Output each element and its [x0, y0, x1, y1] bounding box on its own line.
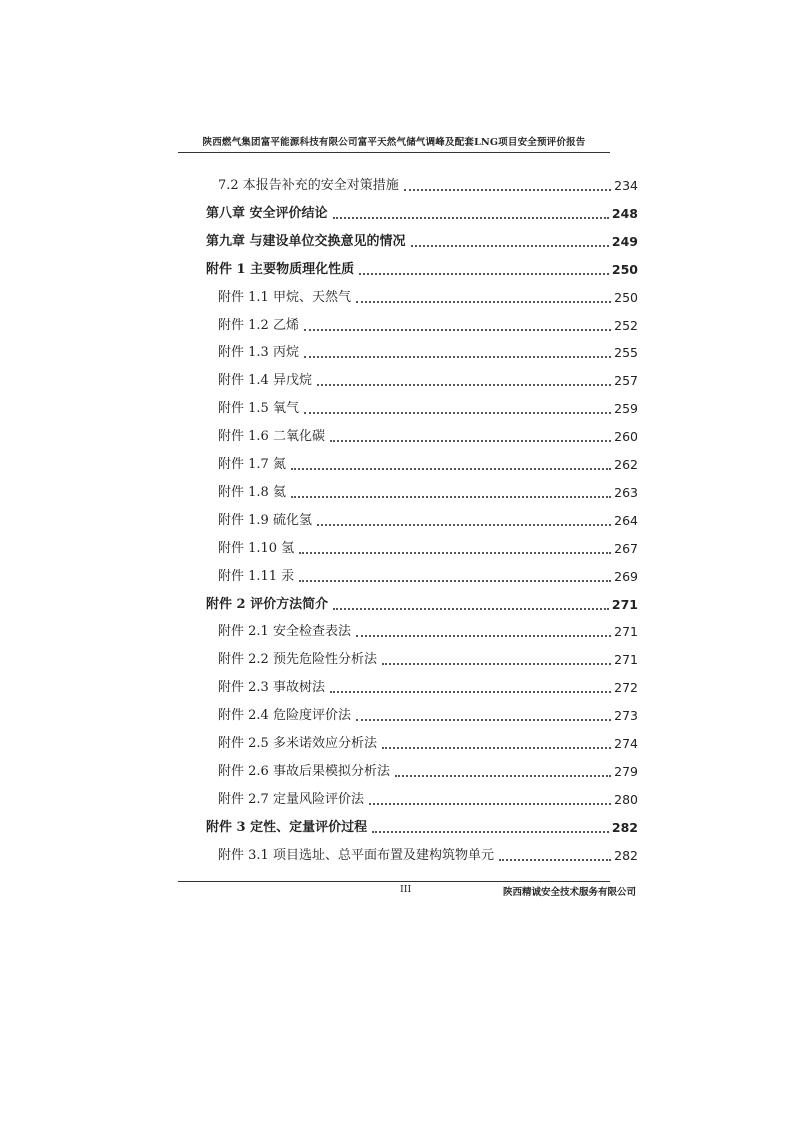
toc-entry-page: 255	[614, 345, 638, 361]
toc-entry-page: 271	[614, 652, 638, 668]
toc-entry-page: 267	[614, 540, 638, 556]
toc-dot-leader	[356, 301, 611, 303]
toc-entry-page: 249	[611, 233, 638, 249]
toc-dot-leader	[317, 524, 611, 526]
toc-dot-leader	[317, 384, 611, 386]
toc-entry-page: 252	[614, 317, 638, 333]
toc-entry[interactable]	[218, 342, 638, 364]
toc-entry[interactable]	[218, 733, 638, 755]
toc-entry[interactable]	[218, 621, 638, 643]
toc-dot-leader	[333, 608, 609, 610]
toc-entry-title: 7.2 本报告补充的安全对策措施	[218, 178, 399, 193]
toc-entry[interactable]	[218, 315, 638, 337]
toc-entry[interactable]	[218, 566, 638, 588]
toc-entry-page: 272	[614, 680, 638, 696]
toc-entry-title: 附件 2.4 危险度评价法	[218, 708, 351, 724]
toc-entry-page: 274	[614, 736, 638, 751]
toc-entry[interactable]	[218, 649, 638, 671]
toc-entry-title: 附件 3.1 项目选址、总平面布置及建构筑物单元	[218, 847, 494, 863]
toc-dot-leader	[299, 580, 611, 582]
toc-entry[interactable]	[206, 231, 638, 253]
toc-entry-title: 附件 1.7 氮	[218, 457, 286, 472]
toc-dot-leader	[330, 691, 611, 693]
toc-entry-title: 附件 1.9 硫化氢	[218, 512, 312, 528]
toc-entry[interactable]	[206, 817, 638, 839]
toc-entry[interactable]	[218, 510, 638, 532]
toc-entry-page: 282	[614, 847, 638, 863]
toc-entry-title: 附件 1.10 氢	[218, 540, 295, 556]
toc-dot-leader	[395, 775, 611, 777]
toc-dot-leader	[411, 245, 609, 247]
toc-entry-title: 第九章 与建设单位交换意见的情况	[206, 233, 406, 249]
toc-entry-page: 282	[611, 819, 638, 835]
toc-entry-title: 附件 2.3 事故树法	[218, 680, 325, 696]
toc-dot-leader	[291, 468, 611, 470]
toc-entry-title: 附件 1.3 丙烷	[218, 345, 299, 361]
toc-entry-title: 附件 1.6 二氧化碳	[218, 429, 325, 445]
toc-entry[interactable]	[218, 845, 638, 867]
toc-entry-page: 260	[614, 429, 638, 445]
toc-entry-title: 附件 1.11 汞	[218, 568, 295, 584]
toc-entry-title: 附件 1 主要物质理化性质	[206, 261, 355, 277]
toc-entry-page: 264	[614, 512, 638, 528]
toc-dot-leader	[356, 635, 611, 637]
toc-entry[interactable]	[218, 426, 638, 448]
toc-entry[interactable]	[218, 398, 638, 420]
toc-dot-leader	[359, 273, 609, 275]
toc-entry-page: 257	[614, 373, 638, 389]
toc-entry-page: 234	[614, 178, 638, 193]
toc-dot-leader	[304, 356, 611, 358]
toc-dot-leader	[304, 412, 611, 414]
toc-entry-title: 附件 1.4 异戊烷	[218, 373, 312, 389]
toc-entry[interactable]	[218, 287, 638, 309]
toc-entry-page: 271	[611, 596, 638, 612]
toc-dot-leader	[499, 859, 611, 861]
toc-entry-page: 259	[614, 401, 638, 417]
toc-dot-leader	[333, 217, 609, 219]
toc-entry[interactable]	[206, 203, 638, 225]
toc-dot-leader	[382, 663, 611, 665]
toc-entry-title: 附件 2.6 事故后果模拟分析法	[218, 763, 390, 779]
toc-entry-page: 280	[614, 791, 638, 807]
toc-entry-page: 279	[614, 763, 638, 779]
toc-entry-title: 附件 1.5 氧气	[218, 401, 299, 417]
toc-entry-title: 附件 3 定性、定量评价过程	[206, 819, 368, 835]
toc-dot-leader	[299, 552, 611, 554]
footer-company: 陕西精诚安全技术服务有限公司	[502, 887, 636, 898]
toc-dot-leader	[369, 803, 611, 805]
toc-dot-leader	[372, 831, 609, 833]
toc-dot-leader	[330, 440, 611, 442]
toc-entry-title: 附件 2.5 多米诺效应分析法	[218, 736, 377, 751]
footer-divider	[178, 881, 610, 882]
toc-entry-title: 附件 2.2 预先危险性分析法	[218, 652, 377, 668]
header-divider	[178, 152, 610, 153]
toc-entry-page: 250	[611, 261, 638, 277]
toc-entry[interactable]	[218, 789, 638, 811]
toc-entry[interactable]	[218, 538, 638, 560]
toc-entry-page: 248	[611, 205, 638, 221]
toc-dot-leader	[291, 496, 611, 498]
toc-entry-page: 263	[614, 484, 638, 500]
toc-entry[interactable]	[218, 677, 638, 699]
toc-entry-page: 273	[614, 708, 638, 724]
toc-dot-leader	[356, 719, 611, 721]
toc-entry[interactable]	[218, 175, 638, 197]
toc-entry-title: 附件 2.7 定量风险评价法	[218, 791, 364, 807]
toc-entry-title: 附件 1.2 乙烯	[218, 317, 299, 333]
toc-entry[interactable]	[206, 594, 638, 616]
toc-entry[interactable]	[218, 705, 638, 727]
toc-dot-leader	[404, 189, 611, 191]
toc-entry-title: 附件 1.8 氦	[218, 484, 286, 500]
toc-entry[interactable]	[218, 454, 638, 476]
toc-entry-page: 271	[614, 624, 638, 640]
page-header: 陕西燃气集团富平能源科技有限公司富平天然气储气调峰及配套LNG项目安全预评价报告	[202, 137, 586, 148]
toc-entry-page: 262	[614, 457, 638, 472]
toc-entry-title: 附件 2.1 安全检查表法	[218, 624, 351, 640]
toc-entry[interactable]	[206, 259, 638, 281]
toc-entry[interactable]	[218, 761, 638, 783]
toc-dot-leader	[382, 747, 611, 749]
toc-dot-leader	[304, 329, 611, 331]
toc-entry[interactable]	[218, 370, 638, 392]
footer-page-number: III	[400, 884, 412, 895]
toc-entry-page: 250	[614, 289, 638, 305]
toc-entry-title: 第八章 安全评价结论	[206, 205, 328, 221]
toc-entry-title: 附件 1.1 甲烷、天然气	[218, 289, 351, 305]
toc-entry[interactable]	[218, 482, 638, 504]
toc-entry-title: 附件 2 评价方法简介	[206, 596, 329, 612]
toc-entry-page: 269	[614, 568, 638, 584]
